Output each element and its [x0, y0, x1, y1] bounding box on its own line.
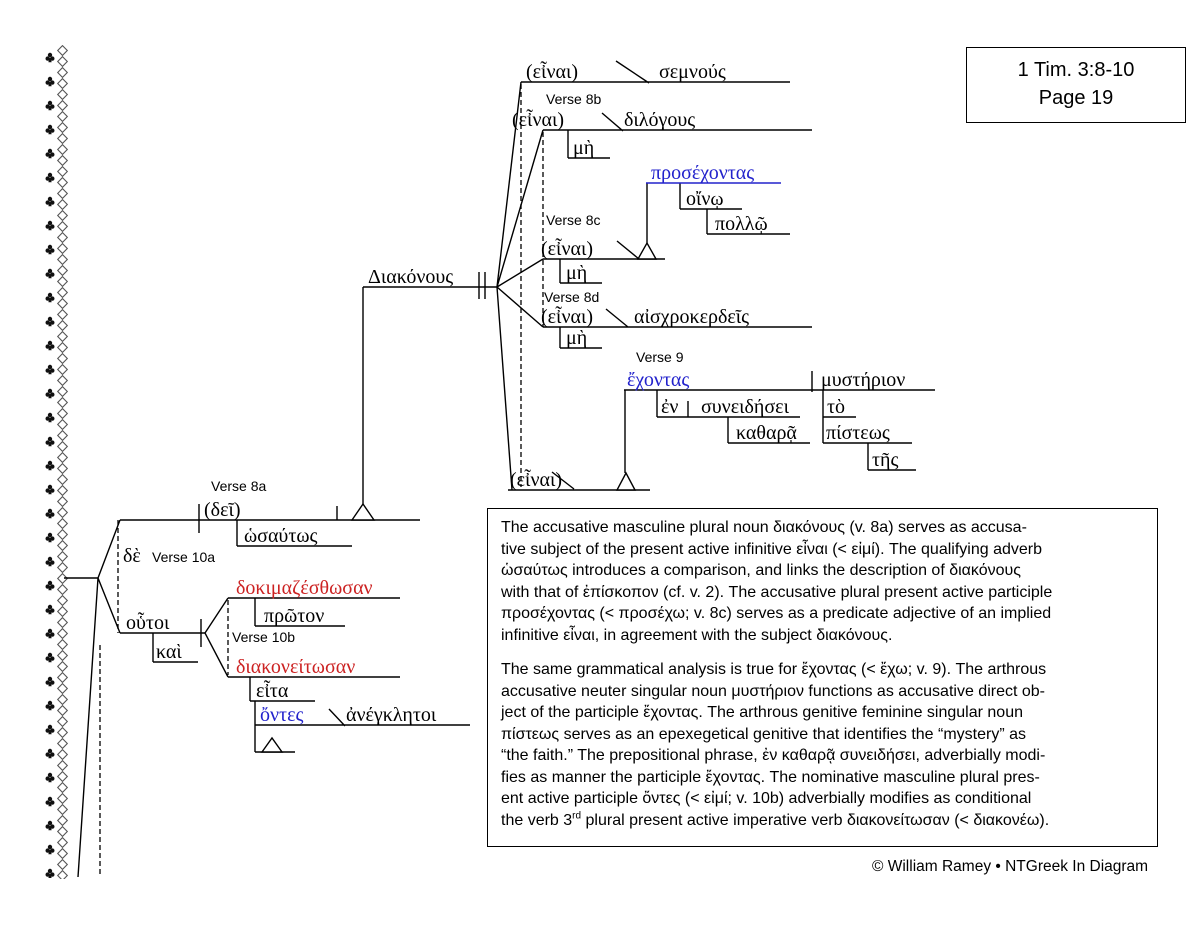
- greek-word-proton: πρῶτον: [264, 605, 325, 627]
- greek-word-eita: εἶτα: [256, 680, 289, 702]
- greek-word-prosechontas: προσέχοντας: [651, 162, 755, 184]
- notes-line-with-superscript: [501, 810, 1144, 832]
- verse-label-8b: Verse 8b: [546, 91, 602, 107]
- verse-label-8d: Verse 8d: [544, 289, 600, 305]
- greek-word-ontes: ὄντες: [260, 704, 304, 726]
- verse-label-9: Verse 9: [636, 349, 684, 365]
- greek-word-einai-9: (εἶναι): [510, 469, 563, 491]
- greek-word-anegkletoi: ἀνέγκλητοι: [346, 704, 437, 726]
- page-number: Page 19: [1038, 87, 1114, 109]
- greek-word-einai-8d: (εἶναι): [541, 306, 594, 328]
- grammatical-notes-box: [487, 508, 1158, 847]
- verse-label-8a: Verse 8a: [211, 478, 267, 494]
- greek-word-hosautos: ὡσαύτως: [244, 525, 318, 547]
- greek-word-semnous: σεμνούς: [659, 61, 726, 83]
- notes-line: πίστεως serves as an epexegetical genitive that identifies the “mystery” as: [501, 725, 1027, 743]
- greek-word-diakonous: Διακόνους: [368, 266, 454, 288]
- notes-line: ent active participle ὄντες (< εἰμί; v. 10b) adverbially modifies as conditional: [501, 790, 1032, 807]
- greek-word-de: δὲ: [123, 545, 141, 567]
- greek-word-oino: οἴνῳ: [686, 188, 724, 210]
- greek-word-me-8d: μὴ: [566, 327, 588, 349]
- greek-word-en: ἐν: [661, 396, 679, 418]
- notes-line: The same grammatical analysis is true for ἔχοντας (< ἔχω; v. 9). The arthrous: [501, 661, 1047, 678]
- reference-title-box: [966, 47, 1186, 123]
- notes-line: The accusative masculine plural noun διακόνους (v. 8a) serves as accusa-: [501, 519, 1027, 536]
- greek-word-aischrokerdeis: αἰσχροκερδεῖς: [634, 306, 750, 328]
- notes-line: tive subject of the present active infinitive εἶναι (< εἰμί). The qualifying adverb: [501, 540, 1042, 558]
- greek-word-dokimazesthosan: δοκιμαζέσθωσαν: [236, 577, 373, 599]
- notes-line: ὡσαύτως introduces a comparison, and links the description of διακόνους: [501, 562, 1021, 579]
- greek-word-diakoneitosan: διακονείτωσαν: [236, 656, 356, 678]
- notes-line: fies as manner the participle ἔχοντας. The nominative masculine plural pres-: [501, 768, 1040, 786]
- notes-paragraph-2: [501, 659, 1144, 831]
- greek-word-pisteos: πίστεως: [826, 422, 890, 444]
- greek-word-syneidesei: συνειδήσει: [701, 396, 789, 418]
- greek-word-einai-8a: (εἶναι): [526, 61, 579, 83]
- greek-word-einai-8c: (εἶναι): [541, 238, 594, 260]
- greek-word-einai-8b: (εἶναι): [512, 109, 565, 131]
- notes-line-post: plural present active imperative verb διακονείτωσαν (< διακονέω).: [581, 811, 1050, 829]
- greek-word-houtoi: οὗτοι: [126, 612, 170, 634]
- greek-word-me-8b: μὴ: [573, 137, 595, 159]
- reference-line: 1 Tim. 3:8-10: [1017, 59, 1135, 81]
- verse-label-10a: Verse 10a: [152, 549, 216, 565]
- notes-line: “the faith.” The prepositional phrase, ἐν καθαρᾷ συνειδήσει, adverbially modi-: [501, 747, 1046, 764]
- ordinal-superscript: rd: [572, 810, 582, 822]
- greek-word-me-8c: μὴ: [566, 262, 588, 284]
- notes-line: accusative neuter singular noun μυστήριον functions as accusative direct ob-: [501, 682, 1045, 700]
- notes-line: προσέχοντας (< προσέχω; v. 8c) serves as a predicate adjective of an implied: [501, 605, 1052, 622]
- greek-word-pollo: πολλῷ: [715, 213, 768, 235]
- dashed-conjunction-lines: [100, 84, 543, 876]
- greek-word-echontas: ἔχοντας: [627, 369, 690, 391]
- greek-word-kathara: καθαρᾷ: [736, 422, 797, 444]
- notes-line-pre: the verb 3: [501, 811, 573, 829]
- notes-line: ject of the participle ἔχοντας. The arthrous genitive feminine singular noun: [501, 704, 1023, 721]
- greek-word-tes: τῆς: [872, 449, 899, 471]
- copyright-credit: © William Ramey • NTGreek In Diagram: [872, 858, 1149, 875]
- notes-line: with that of ἐπίσκοπον (cf. v. 2). The accusative plural present active participle: [501, 583, 1053, 601]
- notes-line: infinitive εἶναι, in agreement with the subject διακόνους.: [501, 626, 893, 644]
- verse-label-10b: Verse 10b: [232, 629, 296, 645]
- greek-word-dei: (δεῖ): [204, 499, 241, 521]
- greek-word-to: τὸ: [827, 396, 846, 418]
- greek-word-mysterion: μυστήριον: [821, 369, 906, 391]
- greek-word-kai: καὶ: [156, 641, 182, 663]
- decorative-left-border: [44, 45, 69, 879]
- greek-word-dilogous: διλόγους: [624, 109, 696, 131]
- verse-label-8c: Verse 8c: [546, 212, 601, 228]
- notes-paragraph-1: [501, 517, 1144, 646]
